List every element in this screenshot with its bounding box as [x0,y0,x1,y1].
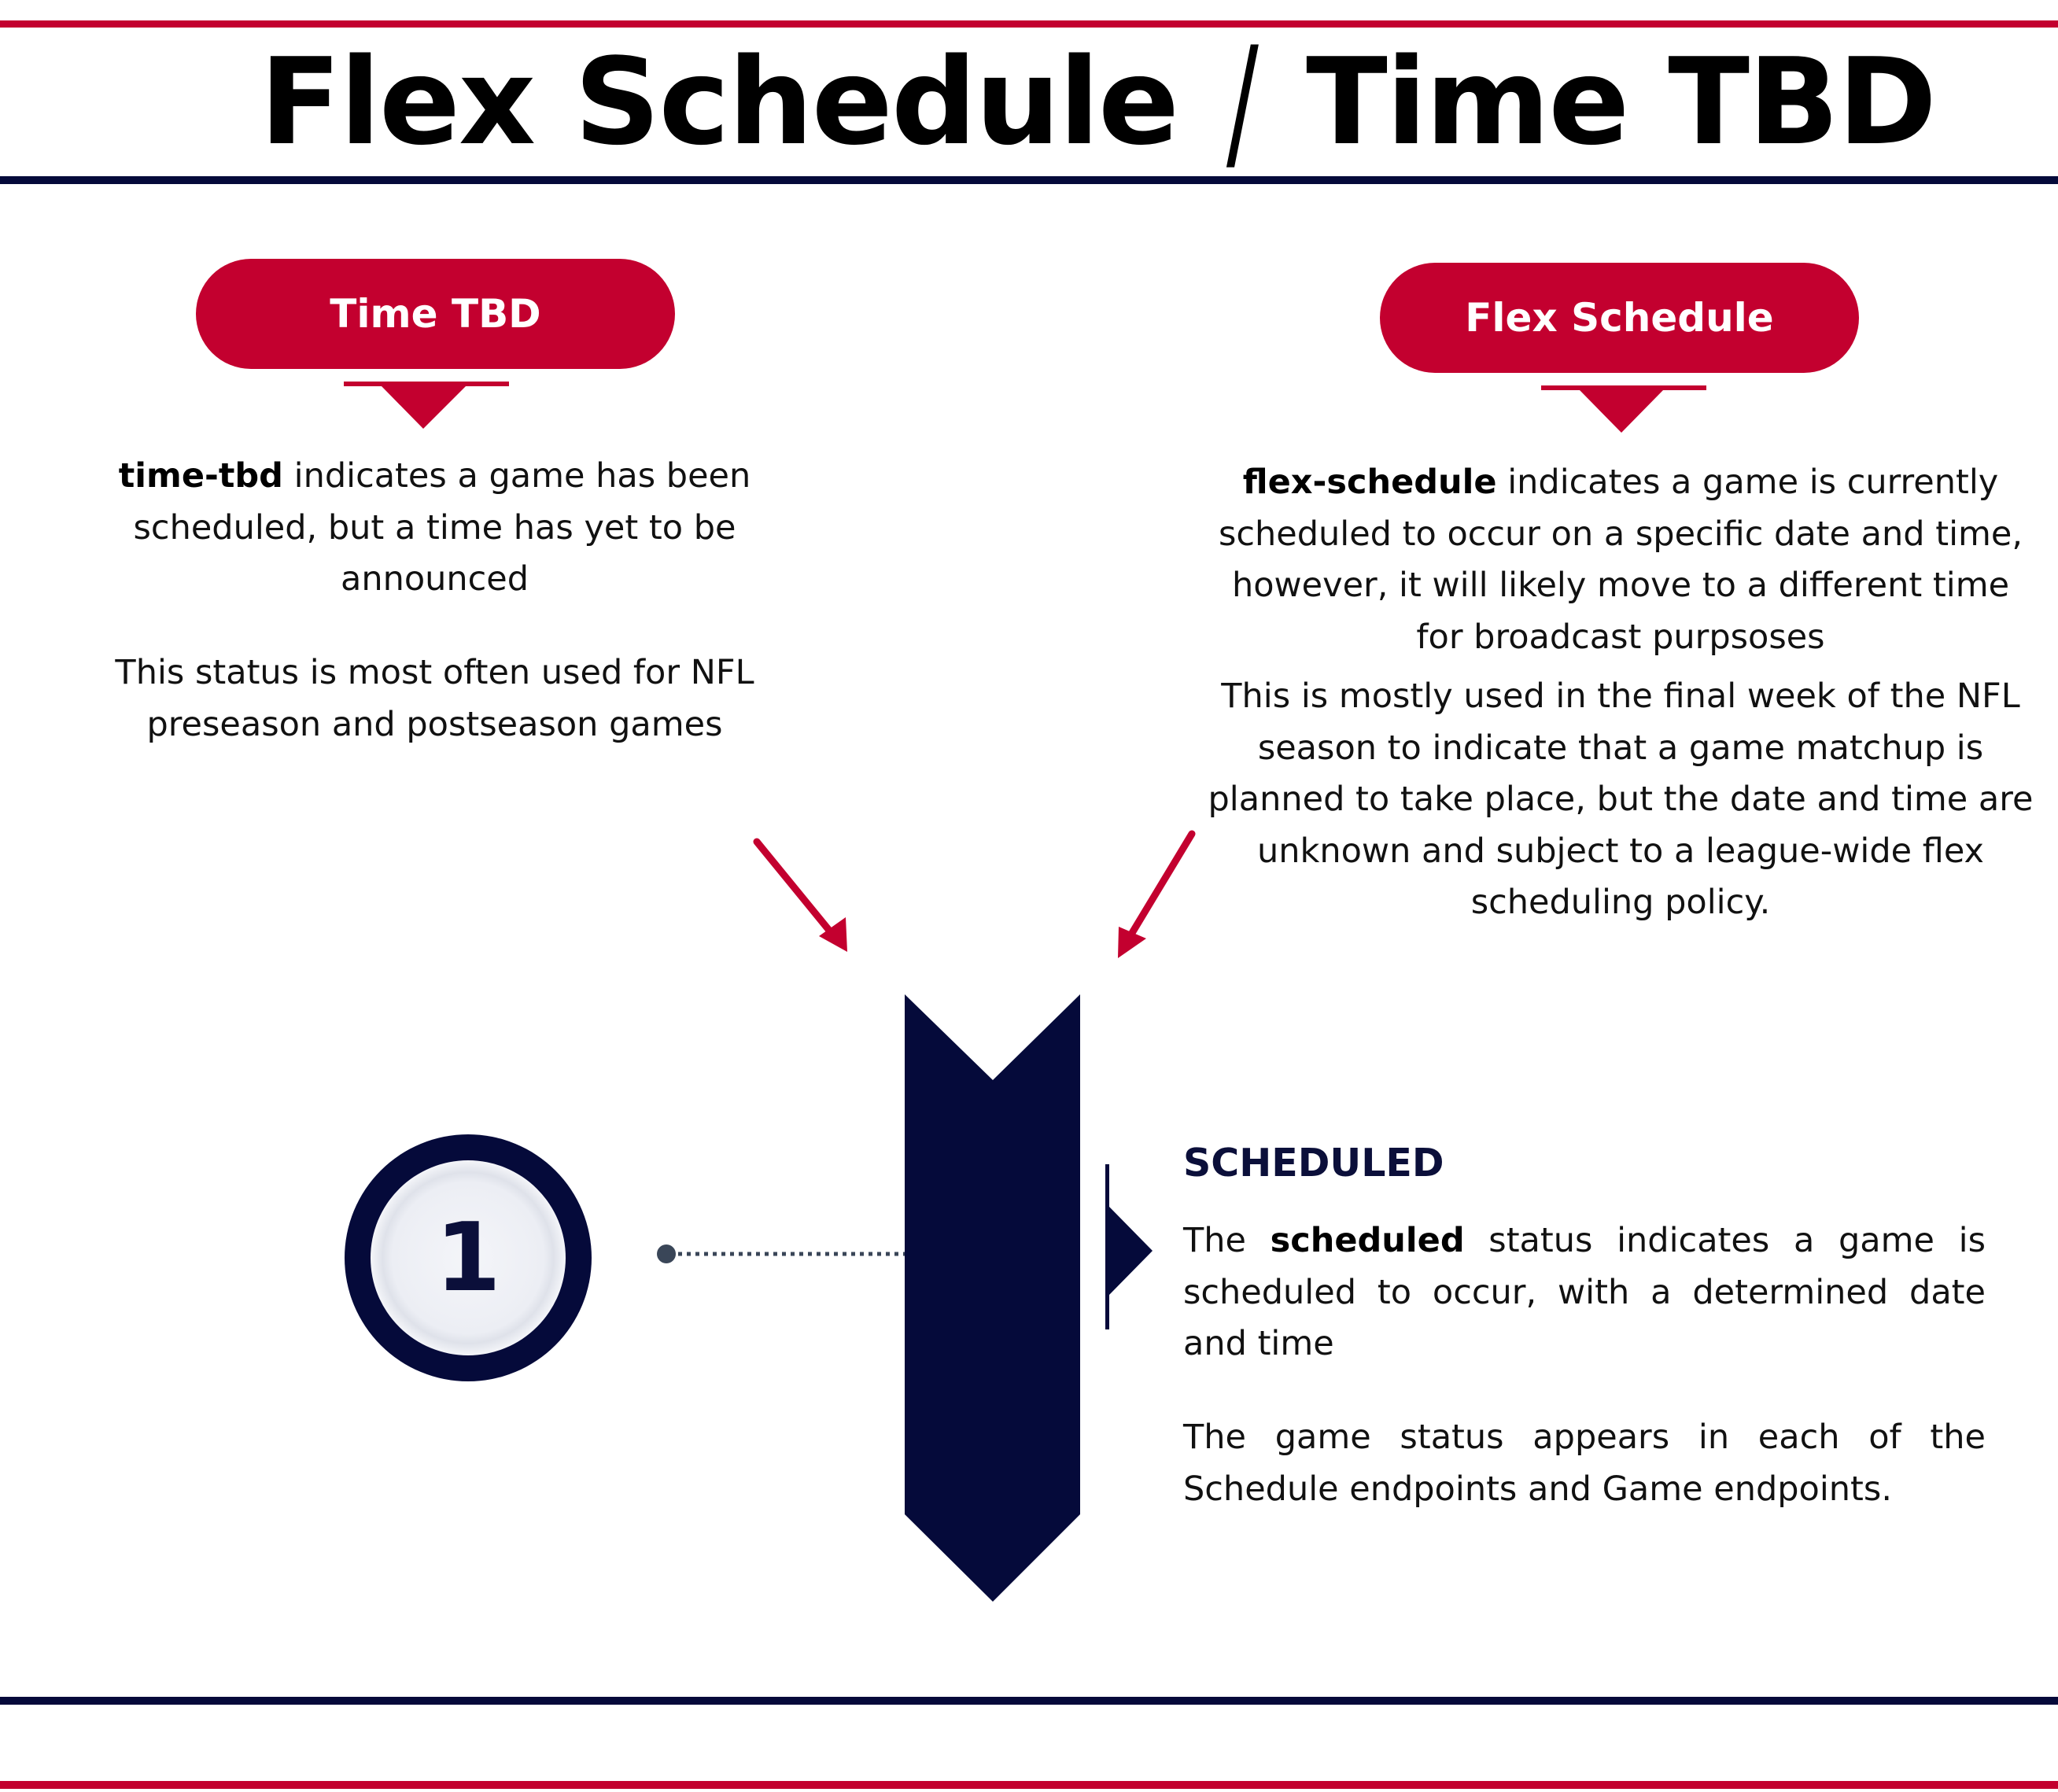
flex-schedule-pointer [1541,385,1706,433]
step-number-badge [345,1134,592,1381]
title-right: Time TBD [1306,32,1936,171]
time-tbd-pointer [344,382,509,429]
status-chevron-banner [905,994,1080,1602]
time-tbd-description-text: indicates a game has been scheduled, but a time has yet to be announced [133,456,751,599]
scheduled-note: The game status appears in each of the Schedule endpoints and Game endpoints. [1183,1418,1986,1509]
time-tbd-pill: Time TBD [196,259,675,369]
time-tbd-note: This status is most often used for NFL preseason and postseason games [115,653,754,744]
scheduled-description-text: status indicates a game is scheduled to occur, with a determined date and time [1183,1221,1986,1363]
flex-schedule-description [1212,457,2030,663]
flex-schedule-pill: Flex Schedule [1380,263,1859,373]
flex-schedule-description-text: indicates a game is currently scheduled to occur on a specific date and time, however, it will likely move to a different time for broadcast purpsoses [1218,463,2023,657]
scheduled-prefix: The [1183,1221,1246,1260]
scheduled-description [1183,1215,1986,1370]
scheduled-pointer-icon [1105,1164,1153,1329]
step-number: 1 [371,1160,566,1355]
scheduled-term: scheduled [1270,1221,1465,1260]
flex-schedule-term: flex-schedule [1242,463,1497,502]
flex-schedule-note: This is mostly used in the final week of the NFL season to indicate that a game matchup is planned to take place, but the date and time are unknown and subject to a league-wide flex scheduling policy. [1208,677,2034,922]
right-red-arrow-icon [1118,834,1192,958]
scheduled-heading: SCHEDULED [1183,1141,1444,1185]
title-left: Flex Schedule [260,32,1178,171]
step-connector [657,1244,905,1263]
time-tbd-description [102,451,767,606]
left-red-arrow-icon [757,842,847,952]
time-tbd-term: time-tbd [118,456,283,496]
title-separator: / [1226,14,1258,189]
